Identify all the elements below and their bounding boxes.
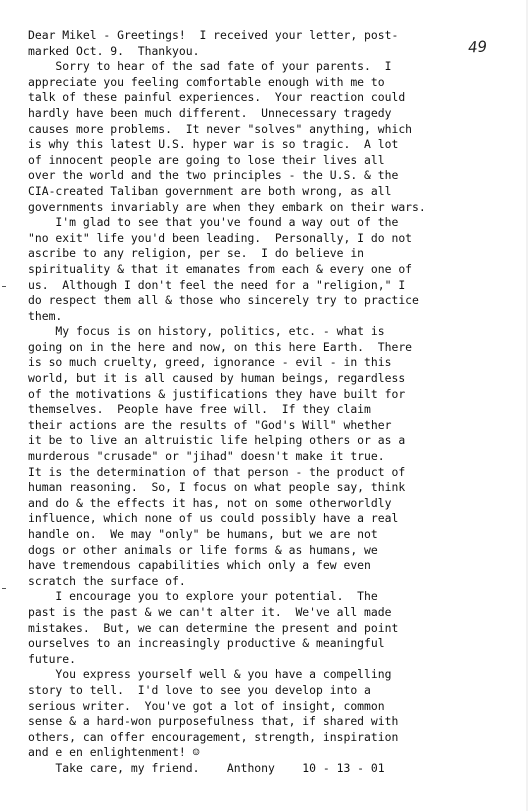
letter-line: Take care, my friend. Anthony 10 - 13 - 01 xyxy=(28,760,385,775)
letter-line: over the world and the two principles - the U.S. & the xyxy=(28,168,399,183)
letter-line: past is the past & we can't alter it. We've all made xyxy=(28,604,392,619)
letter-line: serious writer. You've got a lot of insight, common xyxy=(28,698,385,713)
letter-line: influence, which none of us could possibly have a real xyxy=(28,511,399,526)
letter-line: "no exit" life you'd been leading. Personally, I do not xyxy=(28,230,413,245)
letter-line: and do & the effects it has, not on some otherworldly xyxy=(28,495,392,510)
letter-line: handle on. We may "only" be humans, but we are not xyxy=(28,527,378,541)
letter-line: ourselves to an increasingly productive & meaningful xyxy=(28,636,385,651)
margin-mark xyxy=(2,286,6,287)
letter-body xyxy=(28,28,524,777)
letter-line: I encourage you to explore your potential. The xyxy=(28,589,378,604)
letter-line: I'm glad to see that you've found a way out of the xyxy=(28,215,399,230)
letter-line: world, but it is all caused by human beings, regardless xyxy=(28,371,406,386)
letter-line: human reasoning. So, I focus on what people say, think xyxy=(28,480,406,495)
letter-line: story to tell. I'd love to see you develop into a xyxy=(28,682,371,697)
letter-line: CIA-created Taliban government are both wrong, as all xyxy=(28,183,392,198)
letter-line: going on in the here and now, on this here Earth. There xyxy=(28,339,413,354)
letter-line: Dear Mikel - Greetings! I received your letter, post- xyxy=(28,28,399,42)
letter-line: mistakes. But, we can determine the present and point xyxy=(28,620,399,635)
letter-line: future. xyxy=(28,651,77,666)
letter-line: Sorry to hear of the sad fate of your parents. I xyxy=(28,59,392,74)
letter-line: do respect them all & those who sincerely try to practice xyxy=(28,293,419,308)
letter-line: scratch the surface of. xyxy=(28,573,186,588)
letter-line: It is the determination of that person - the product of xyxy=(28,464,406,479)
letter-line: spirituality & that it emanates from each & every one of xyxy=(28,261,413,276)
letter-line: ascribe to any religion, per se. I do believe in xyxy=(28,246,365,261)
letter-line: hardly have been much different. Unnecessary tragedy xyxy=(28,105,392,120)
letter-line: have tremendous capabilities which only a few even xyxy=(28,558,371,573)
letter-line: is so much cruelty, greed, ignorance - evil - in this xyxy=(28,355,392,370)
letter-line: us. Although I don't feel the need for a "religion," I xyxy=(28,277,406,292)
letter-line: of innocent people are going to lose their lives all xyxy=(28,152,385,167)
letter-line: of the motivations & justifications they have built for xyxy=(28,386,406,401)
letter-line: My focus is on history, politics, etc. - what is xyxy=(28,324,385,339)
letter-line: their actions are the results of "God's Will" whether xyxy=(28,417,392,432)
letter-line: others, can offer encouragement, strength, inspiration xyxy=(28,729,399,744)
letter-line: sense & a hard-won purposefulness that, if shared with xyxy=(28,714,399,729)
handwritten-page-number: 49 xyxy=(467,37,488,57)
letter-line: governments invariably are when they embark on their wars. xyxy=(28,199,426,214)
letter-line: is why this latest U.S. hyper war is so tragic. A lot xyxy=(28,137,399,152)
letter-line: You express yourself well & you have a compelling xyxy=(28,667,392,682)
letter-line: talk of these painful experiences. Your reaction could xyxy=(28,90,406,105)
letter-line: themselves. People have free will. If they claim xyxy=(28,402,371,417)
letter-line: it be to live an altruistic life helping others or as a xyxy=(28,433,406,448)
letter-line: them. xyxy=(28,308,63,323)
margin-mark xyxy=(2,588,6,589)
letter-line: murderous "crusade" or "jihad" doesn't make it true. xyxy=(28,449,385,464)
letter-line: causes more problems. It never "solves" anything, which xyxy=(28,121,413,136)
letter-line: marked Oct. 9. Thankyou. xyxy=(28,43,200,58)
letter-line: appreciate you feeling comfortable enough with me to xyxy=(28,74,385,89)
letter-line: dogs or other animals or life forms & as humans, we xyxy=(28,542,378,557)
letter-line: and e en enlightenment! ☺ xyxy=(28,745,200,760)
